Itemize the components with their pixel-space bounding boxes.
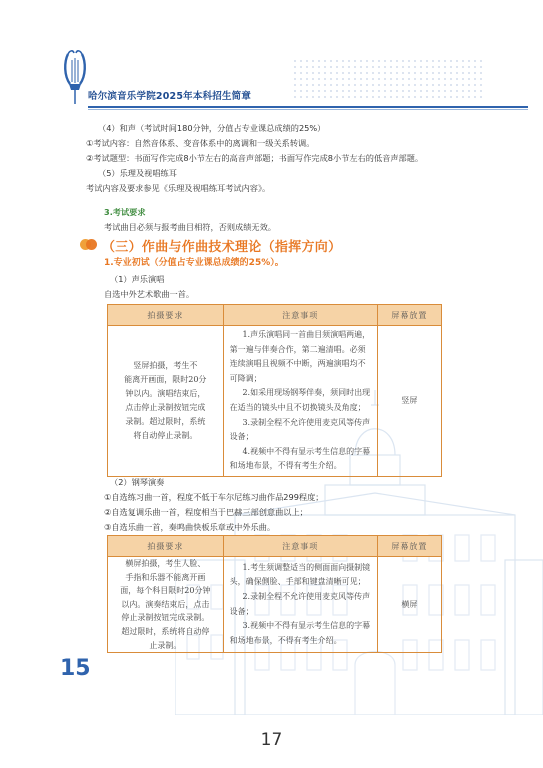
text-line: 竖屏拍摄，考生不 [133, 360, 198, 370]
screen-orientation-cell: 横屏 [377, 557, 441, 653]
note-item: 4.视频中不得有显示考生信息的字幕和场地布景，不得有考生介绍。 [229, 446, 371, 471]
text-line: 横屏拍摄，考生人脸、 [125, 559, 206, 568]
harmony-heading: （4）和声（考试时间180分钟，分值占专业课总成绩的25%） [98, 123, 326, 133]
header-rule-thin [88, 109, 528, 110]
shooting-requirements-cell [108, 326, 224, 477]
text-line: 止录制。 [149, 640, 182, 650]
table-header-cell: 拍摄要求 [108, 536, 224, 557]
harmony-question-types: ②考试题型：书面写作完成8小节左右的高音声部题；书面写作完成8小节左右的低音声部题。 [86, 153, 424, 163]
note-item: 2.如采用现场钢琴伴奏，须同时出现在适当的镜头中且不切换镜头及角度； [229, 388, 371, 412]
page-header [62, 36, 502, 126]
note-item: 1.声乐演唱同一首曲目须演唱两遍，第一遍与伴奏合作，第二遍清唱。必须连续演唱且视频不中断，两遍演唱均不可降调； [229, 330, 371, 383]
note-item: 3.录制全程不允许使用麦克风等传声设备； [229, 417, 371, 442]
section-three-title: （三）作曲与作曲技术理论（指挥方向） [102, 240, 342, 255]
piano-requirement-1: ①自选练习曲一首，程度不低于车尔尼练习曲作品299程度； [104, 492, 324, 502]
solfege-content: 考试内容及要求参见《乐理及视唱练耳考试内容》。 [86, 183, 271, 193]
note-item: 3.视频中不得有显示考生信息的字幕和场地布景，不得有考生介绍。 [229, 621, 371, 645]
notes-cell [223, 326, 377, 477]
text-line: 点击停止录制按钮完成 [125, 402, 206, 412]
table-header-row [108, 536, 442, 557]
document-title: 哈尔滨音乐学院2025年本科招生简章 [88, 91, 252, 102]
text-line: 面，每个科目限时20分钟 [120, 586, 211, 596]
text-line: 将自动停止录制。 [133, 430, 198, 440]
note-item: 1.考生须调整适当的侧面面向摄制镜头，确保側脸、手部和键盘清晰可见； [229, 562, 371, 587]
requirements-text: 考试曲目必须与报考曲目相符，否则成绩无效。 [104, 222, 276, 232]
orange-circle-icon [86, 239, 97, 250]
decorative-page-number: 15 [60, 656, 91, 681]
solfege-heading: （5）乐理及视唱练耳 [98, 168, 177, 178]
table-header-cell: 注意事项 [223, 536, 377, 557]
note-item: 2.录制全程不允许使用麦克风等传声设备； [229, 591, 371, 616]
table-header-row [108, 305, 442, 326]
text-line: 停止录制按钮完成录制。 [121, 613, 210, 623]
table-row [108, 557, 442, 653]
piano-requirement-2: ②自选复调乐曲一首，程度相当于巴赫三部创意曲以上； [104, 507, 308, 517]
lyre-logo-icon [62, 46, 88, 106]
text-line: 能离开画面，限时20分 [124, 374, 207, 384]
table-header-cell: 屏幕放置 [377, 536, 441, 557]
harmony-content: ①考试内容：自然音体系、变音体系中的离调和一级关系转调。 [86, 138, 315, 148]
header-rule [88, 106, 528, 108]
shooting-requirements-cell [108, 557, 224, 653]
table-header-cell: 屏幕放置 [377, 305, 441, 326]
piano-requirement-3: ③自选乐曲一首，奏鸣曲快板乐章或中外乐曲。 [104, 522, 276, 532]
piano-item-heading: （2）钢琴演奏 [110, 477, 165, 487]
piano-requirements-table [107, 535, 442, 653]
screen-orientation-cell: 竖屏 [377, 326, 441, 477]
text-line: 钟以内。演唱结束后， [125, 388, 206, 398]
page-number: 17 [260, 730, 283, 750]
preliminary-exam-heading: 1.专业初试（分值占专业课总成绩的25%）。 [104, 258, 284, 268]
table-row [108, 326, 442, 477]
vocal-item-heading: （1）声乐演唱 [110, 274, 165, 284]
notes-cell [223, 557, 377, 653]
requirements-heading: 3.考试要求 [104, 207, 146, 217]
vocal-requirements-table [107, 304, 442, 477]
text-line: 以内。演奏结束后，点击 [121, 599, 210, 609]
dot-pattern-decoration [292, 58, 482, 98]
text-line: 录制。超过限时，系统 [125, 416, 206, 426]
text-line: 超过限时，系统将自动停 [121, 626, 210, 636]
vocal-item-desc: 自选中外艺术歌曲一首。 [104, 289, 195, 299]
table-header-cell: 注意事项 [223, 305, 377, 326]
table-header-cell: 拍摄要求 [108, 305, 224, 326]
text-line: 手指和乐器不能离开画 [125, 572, 206, 582]
